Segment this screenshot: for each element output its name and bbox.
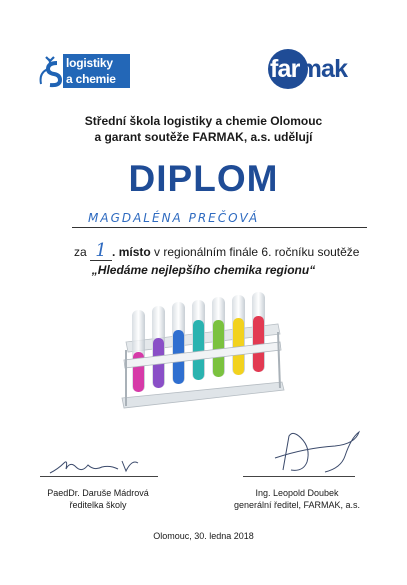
competition-name: „Hledáme nejlepšího chemika regionu“ (91, 263, 316, 277)
award-place-label: . místo (112, 245, 151, 259)
signatory-right-title: generální ředitel, FARMAK, a.s. (233, 500, 361, 510)
signature-right (265, 428, 365, 478)
diploma-title: DIPLOM (128, 158, 279, 199)
school-logo-icon (38, 54, 64, 88)
tube-violet (152, 306, 165, 388)
award-place: 1 (95, 240, 107, 261)
name-underline (72, 227, 367, 228)
school-logo-line2: a chemie (66, 72, 116, 86)
test-tubes-illustration (118, 290, 288, 425)
school-logo-mark (38, 54, 64, 88)
farmak-logo-text: farmak (270, 55, 348, 83)
tube-yellow (232, 295, 245, 375)
recipient-name: MAGDALÉNA PREČOVÁ (88, 211, 260, 225)
tube-magenta (132, 310, 145, 392)
header-line-1: Střední škola logistiky a chemie Olomouc (84, 114, 323, 128)
tube-blue (172, 302, 185, 384)
tube-green (212, 297, 225, 377)
place-date: Olomouc, 30. ledna 2018 (153, 531, 254, 541)
award-suffix: v regionálním finále 6. ročníku soutěže (150, 245, 360, 259)
signature-line-right (243, 476, 355, 477)
tube-teal (192, 300, 205, 380)
award-place-field (90, 240, 112, 261)
award-line (74, 240, 360, 261)
tube-red (252, 292, 265, 372)
header-line-2: a garant soutěže FARMAK, a.s. udělují (94, 130, 313, 144)
award-prefix: za (74, 245, 87, 259)
signatory-left-name: PaedDr. Daruše Mádrová (47, 488, 149, 498)
signatory-right-name: Ing. Leopold Doubek (255, 488, 339, 498)
school-logo-panel (63, 54, 130, 88)
rack-base (122, 382, 284, 408)
school-logo (38, 52, 130, 90)
farmak-logo (268, 47, 363, 91)
signatory-left-title: ředitelka školy (69, 500, 127, 510)
school-logo-line1: logistiky (66, 56, 113, 70)
signature-line-left (40, 476, 158, 477)
